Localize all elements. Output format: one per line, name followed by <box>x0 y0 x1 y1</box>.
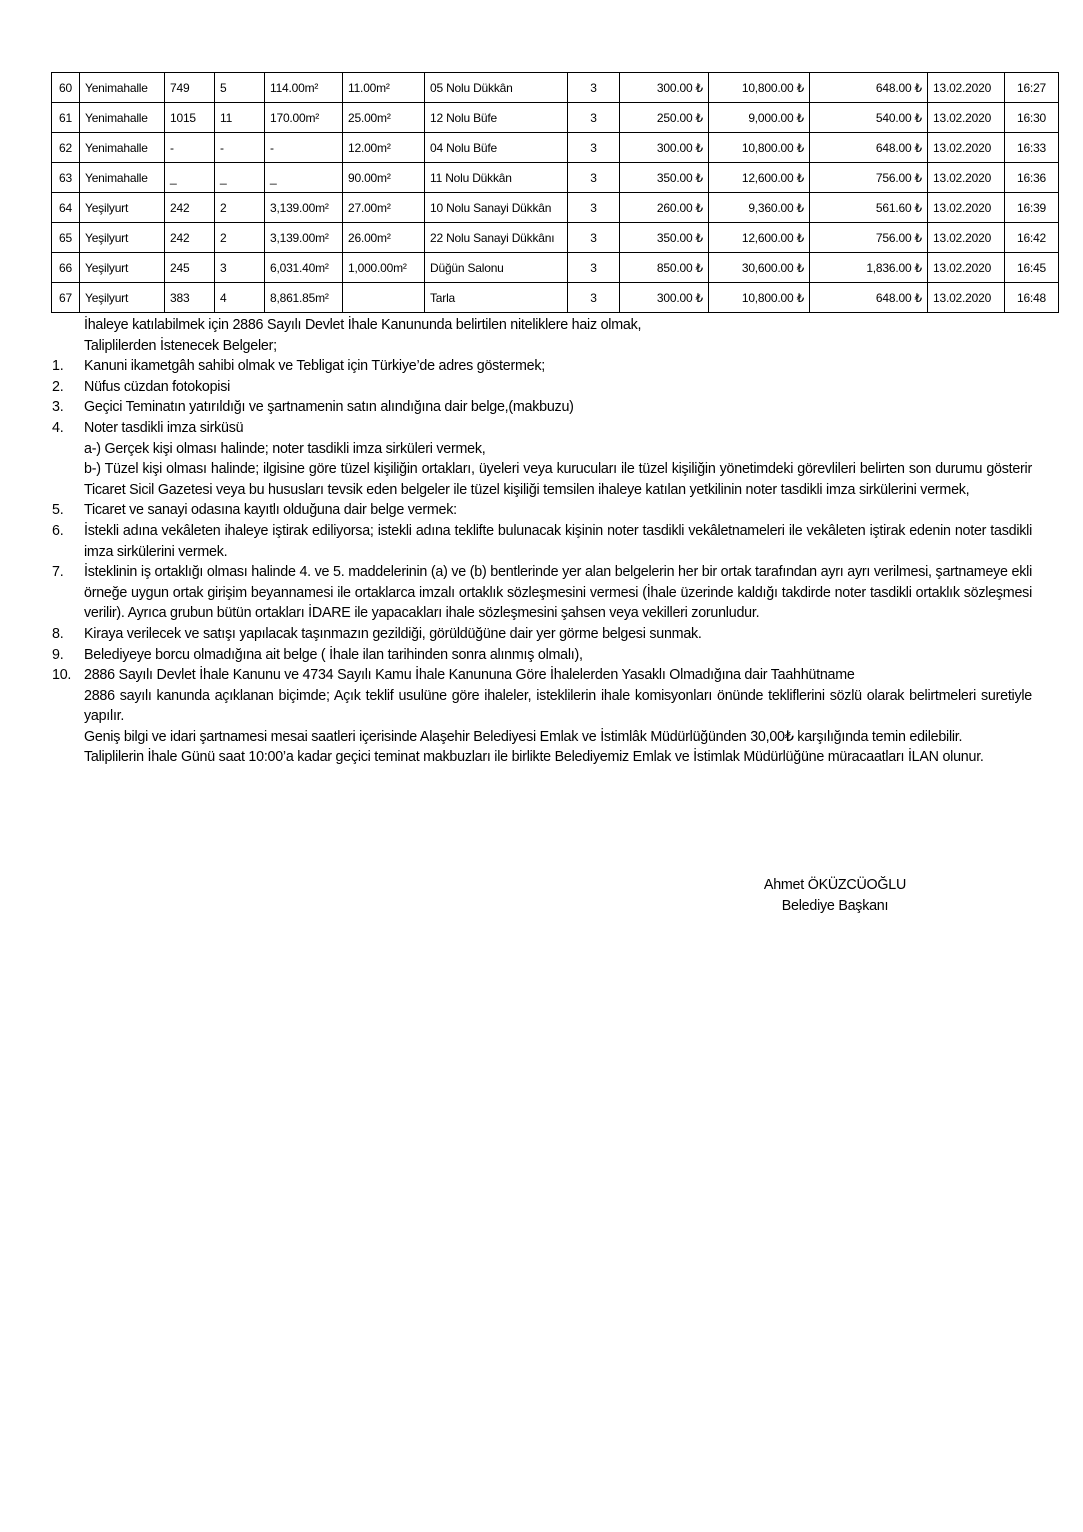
cell-teminat: 756.00 ₺ <box>810 223 928 253</box>
cell-no: 65 <box>52 223 80 253</box>
list-item <box>52 397 1032 418</box>
cell-muhammen: 9,000.00 ₺ <box>709 103 810 133</box>
cell-kira-alan: 11.00m² <box>343 73 425 103</box>
list-item-text: Belediyeye borcu olmadığına ait belge ( İhale ilan tarihinden sonra alınmış olmalı), <box>84 646 583 663</box>
cell-tarih: 13.02.2020 <box>928 103 1005 133</box>
list-item-text: 2886 Sayılı Devlet İhale Kanunu ve 4734 Sayılı Kamu İhale Kanununa Göre İhalelerden Yasaklı Olmadığına dair Taahhütname <box>84 667 855 684</box>
cell-parsel: 4 <box>215 283 265 313</box>
cell-ada: _ <box>165 163 215 193</box>
cell-muhammen: 9,360.00 ₺ <box>709 193 810 223</box>
list-item <box>52 562 1032 624</box>
list-item <box>52 500 1032 521</box>
list-item-text: Kiraya verilecek ve satışı yapılacak taşınmazın gezildiği, görüldüğüne dair yer görme belgesi sunmak. <box>84 625 702 642</box>
cell-teminat: 1,836.00 ₺ <box>810 253 928 283</box>
cell-tarih: 13.02.2020 <box>928 133 1005 163</box>
cell-mahalle: Yenimahalle <box>80 73 165 103</box>
cell-cins: 04 Nolu Büfe <box>425 133 568 163</box>
list-item-number: 6. <box>52 522 64 539</box>
intro-paragraph: İhaleye katılabilmek için 2886 Sayılı Devlet İhale Kanununda belirtilen niteliklere haiz olmak, <box>84 317 642 333</box>
cell-mahalle: Yenimahalle <box>80 133 165 163</box>
cell-ada: 242 <box>165 193 215 223</box>
cell-saat: 16:48 <box>1005 283 1059 313</box>
cell-no: 63 <box>52 163 80 193</box>
cell-alan: _ <box>265 163 343 193</box>
cell-ada: - <box>165 133 215 163</box>
cell-parsel: 2 <box>215 193 265 223</box>
cell-sure: 3 <box>568 253 620 283</box>
cell-cins: 10 Nolu Sanayi Dükkân <box>425 193 568 223</box>
list-item <box>52 665 1032 686</box>
table-row <box>52 223 1059 253</box>
table-row <box>52 73 1059 103</box>
cell-cins: 11 Nolu Dükkân <box>425 163 568 193</box>
cell-ada: 242 <box>165 223 215 253</box>
table-row <box>52 193 1059 223</box>
table-row <box>52 253 1059 283</box>
cell-mahalle: Yenimahalle <box>80 103 165 133</box>
cell-saat: 16:33 <box>1005 133 1059 163</box>
cell-teminat: 648.00 ₺ <box>810 73 928 103</box>
info-paragraph: Geniş bilgi ve idari şartnamesi mesai saatleri içerisinde Alaşehir Belediyesi Emlak ve İstimlâk Müdürlüğünden 30,00₺ karşılığında temin edilebilir. <box>84 728 963 745</box>
cell-parsel: 3 <box>215 253 265 283</box>
cell-aylik: 350.00 ₺ <box>620 163 709 193</box>
list-item-number: 5. <box>52 502 64 519</box>
cell-kira-alan: 1,000.00m² <box>343 253 425 283</box>
cell-kira-alan: 12.00m² <box>343 133 425 163</box>
cell-no: 61 <box>52 103 80 133</box>
cell-parsel: - <box>215 133 265 163</box>
list-item <box>52 645 1032 666</box>
cell-teminat: 648.00 ₺ <box>810 283 928 313</box>
list-item-text: Noter tasdikli imza sirküsü <box>84 419 244 436</box>
cell-sure: 3 <box>568 223 620 253</box>
cell-alan: - <box>265 133 343 163</box>
cell-saat: 16:42 <box>1005 223 1059 253</box>
cell-parsel: 5 <box>215 73 265 103</box>
cell-cins: Tarla <box>425 283 568 313</box>
cell-kira-alan <box>343 283 425 313</box>
item4-sub-b: b-) Tüzel kişi olması halinde; ilgisine göre tüzel kişiliğin ortakları, üyeleri veya kurucuları ile tüzel kişiliğin yönetimdeki görevlileri belirten son durumu gösterir Ticaret Sicil Gazetesi veya bu hususları tevsik eden belgeler ile tüzel kişiliği temsilen ihaleye katılan yetkilinin noter tasdikli imza sirkülerini vermek, <box>84 461 1032 498</box>
cell-aylik: 300.00 ₺ <box>620 73 709 103</box>
list-item-text: Geçici Teminatın yatırıldığı ve şartnamenin satın alındığına dair belge,(makbuzu) <box>84 399 574 416</box>
cell-alan: 8,861.85m² <box>265 283 343 313</box>
table-row <box>52 133 1059 163</box>
cell-cins: 22 Nolu Sanayi Dükkânı <box>425 223 568 253</box>
cell-muhammen: 30,600.00 ₺ <box>709 253 810 283</box>
cell-muhammen: 12,600.00 ₺ <box>709 163 810 193</box>
cell-muhammen: 10,800.00 ₺ <box>709 133 810 163</box>
cell-saat: 16:45 <box>1005 253 1059 283</box>
tender-method-paragraph: 2886 sayılı kanunda açıklanan biçimde; Açık teklif usulüne göre ihaleler, isteklilerin ihale komisyonları önünde tekliflerini sözlü olarak belirtmeleri suretiyle yapılır. <box>84 687 1032 725</box>
list-item-text: Nüfus cüzdan fotokopisi <box>84 378 231 395</box>
table-row <box>52 163 1059 193</box>
signatory-name: Ahmet ÖKÜZCÜOĞLU <box>763 877 907 893</box>
requirements-list-1 <box>52 356 1032 438</box>
list-item-text: Kanuni ikametgâh sahibi olmak ve Tebligat için Türkiye’de adres göstermek; <box>84 358 545 375</box>
cell-parsel: 11 <box>215 103 265 133</box>
cell-mahalle: Yeşilyurt <box>80 193 165 223</box>
list-item-number: 7. <box>52 564 64 581</box>
cell-muhammen: 12,600.00 ₺ <box>709 223 810 253</box>
list-item-number: 10. <box>52 667 72 684</box>
cell-no: 60 <box>52 73 80 103</box>
cell-muhammen: 10,800.00 ₺ <box>709 283 810 313</box>
cell-alan: 170.00m² <box>265 103 343 133</box>
cell-alan: 3,139.00m² <box>265 223 343 253</box>
cell-alan: 3,139.00m² <box>265 193 343 223</box>
cell-cins: 12 Nolu Büfe <box>425 103 568 133</box>
cell-ada: 245 <box>165 253 215 283</box>
cell-muhammen: 10,800.00 ₺ <box>709 73 810 103</box>
cell-ada: 749 <box>165 73 215 103</box>
list-item-number: 3. <box>52 399 64 416</box>
signature-block <box>740 875 930 917</box>
list-item <box>52 624 1032 645</box>
cell-tarih: 13.02.2020 <box>928 223 1005 253</box>
cell-parsel: 2 <box>215 223 265 253</box>
cell-aylik: 250.00 ₺ <box>620 103 709 133</box>
list-item-text: İstekli adına vekâleten ihaleye iştirak ediliyorsa; istekli adına teklifte bulunacak kişinin noter tasdikli vekâletnameleri ile vekâleten iştirak edenin noter tasdikli imza sirkülerini vermek. <box>84 522 1032 560</box>
cell-aylik: 260.00 ₺ <box>620 193 709 223</box>
item4-sub-a: a-) Gerçek kişi olması halinde; noter tasdikli imza sirküleri vermek, <box>84 440 486 457</box>
table-row <box>52 103 1059 133</box>
cell-aylik: 300.00 ₺ <box>620 133 709 163</box>
cell-teminat: 756.00 ₺ <box>810 163 928 193</box>
cell-tarih: 13.02.2020 <box>928 253 1005 283</box>
cell-saat: 16:36 <box>1005 163 1059 193</box>
list-item-text: Ticaret ve sanayi odasına kayıtlı olduğuna dair belge vermek: <box>84 502 457 519</box>
cell-cins: 05 Nolu Dükkân <box>425 73 568 103</box>
cell-saat: 16:27 <box>1005 73 1059 103</box>
list-item-number: 9. <box>52 646 64 663</box>
cell-sure: 3 <box>568 283 620 313</box>
list-item-text: İsteklinin iş ortaklığı olması halinde 4. ve 5. maddelerinin (a) ve (b) bentlerinde yer alan belgelerin her bir ortak tarafından ayrı ayrı verilmesi, şartnameye ekli örneğe uygun ortak girişim beyannamesi ile ortaklarca imzalı ortaklık sözleşmesini vermesi (İhale üzerinde kaldığı takdirde noter tasdikli ortaklık sözleşmesi verilir). Ayrıca grubun bütün ortakları İDARE ile yapacakları ihale sözleşmesini şahsen veya vekilleri zorunludur. <box>84 564 1032 622</box>
tender-table <box>51 72 1059 313</box>
cell-sure: 3 <box>568 103 620 133</box>
cell-mahalle: Yeşilyurt <box>80 253 165 283</box>
cell-saat: 16:39 <box>1005 193 1059 223</box>
cell-alan: 114.00m² <box>265 73 343 103</box>
documents-heading: Taliplilerden İstenecek Belgeler; <box>84 337 277 354</box>
cell-aylik: 350.00 ₺ <box>620 223 709 253</box>
cell-no: 62 <box>52 133 80 163</box>
cell-mahalle: Yeşilyurt <box>80 223 165 253</box>
signatory-title: Belediye Başkanı <box>781 898 889 914</box>
cell-tarih: 13.02.2020 <box>928 283 1005 313</box>
cell-no: 66 <box>52 253 80 283</box>
cell-saat: 16:30 <box>1005 103 1059 133</box>
cell-kira-alan: 25.00m² <box>343 103 425 133</box>
cell-tarih: 13.02.2020 <box>928 193 1005 223</box>
cell-aylik: 300.00 ₺ <box>620 283 709 313</box>
list-item <box>52 377 1032 398</box>
cell-kira-alan: 27.00m² <box>343 193 425 223</box>
cell-kira-alan: 26.00m² <box>343 223 425 253</box>
list-item-number: 2. <box>52 378 64 395</box>
cell-kira-alan: 90.00m² <box>343 163 425 193</box>
cell-no: 64 <box>52 193 80 223</box>
cell-teminat: 648.00 ₺ <box>810 133 928 163</box>
cell-sure: 3 <box>568 163 620 193</box>
list-item-number: 1. <box>52 358 64 375</box>
list-item <box>52 418 1032 439</box>
cell-no: 67 <box>52 283 80 313</box>
list-item <box>52 356 1032 377</box>
cell-teminat: 540.00 ₺ <box>810 103 928 133</box>
cell-teminat: 561.60 ₺ <box>810 193 928 223</box>
cell-alan: 6,031.40m² <box>265 253 343 283</box>
cell-tarih: 13.02.2020 <box>928 163 1005 193</box>
list-item <box>52 521 1032 562</box>
cell-sure: 3 <box>568 193 620 223</box>
cell-tarih: 13.02.2020 <box>928 73 1005 103</box>
list-item-number: 8. <box>52 625 64 642</box>
cell-sure: 3 <box>568 133 620 163</box>
cell-ada: 383 <box>165 283 215 313</box>
cell-mahalle: Yenimahalle <box>80 163 165 193</box>
requirements-list-2 <box>52 500 1032 685</box>
cell-parsel: _ <box>215 163 265 193</box>
application-paragraph: Taliplilerin İhale Günü saat 10:00’a kadar geçici teminat makbuzları ile birlikte Belediyemiz Emlak ve İstimlak Müdürlüğüne müracaatları İLAN olunur. <box>84 749 984 766</box>
table-body <box>52 73 1059 313</box>
announcement-text <box>52 315 1032 768</box>
cell-cins: Düğün Salonu <box>425 253 568 283</box>
cell-sure: 3 <box>568 73 620 103</box>
cell-mahalle: Yeşilyurt <box>80 283 165 313</box>
table-row <box>52 283 1059 313</box>
cell-aylik: 850.00 ₺ <box>620 253 709 283</box>
list-item-number: 4. <box>52 419 64 436</box>
cell-ada: 1015 <box>165 103 215 133</box>
